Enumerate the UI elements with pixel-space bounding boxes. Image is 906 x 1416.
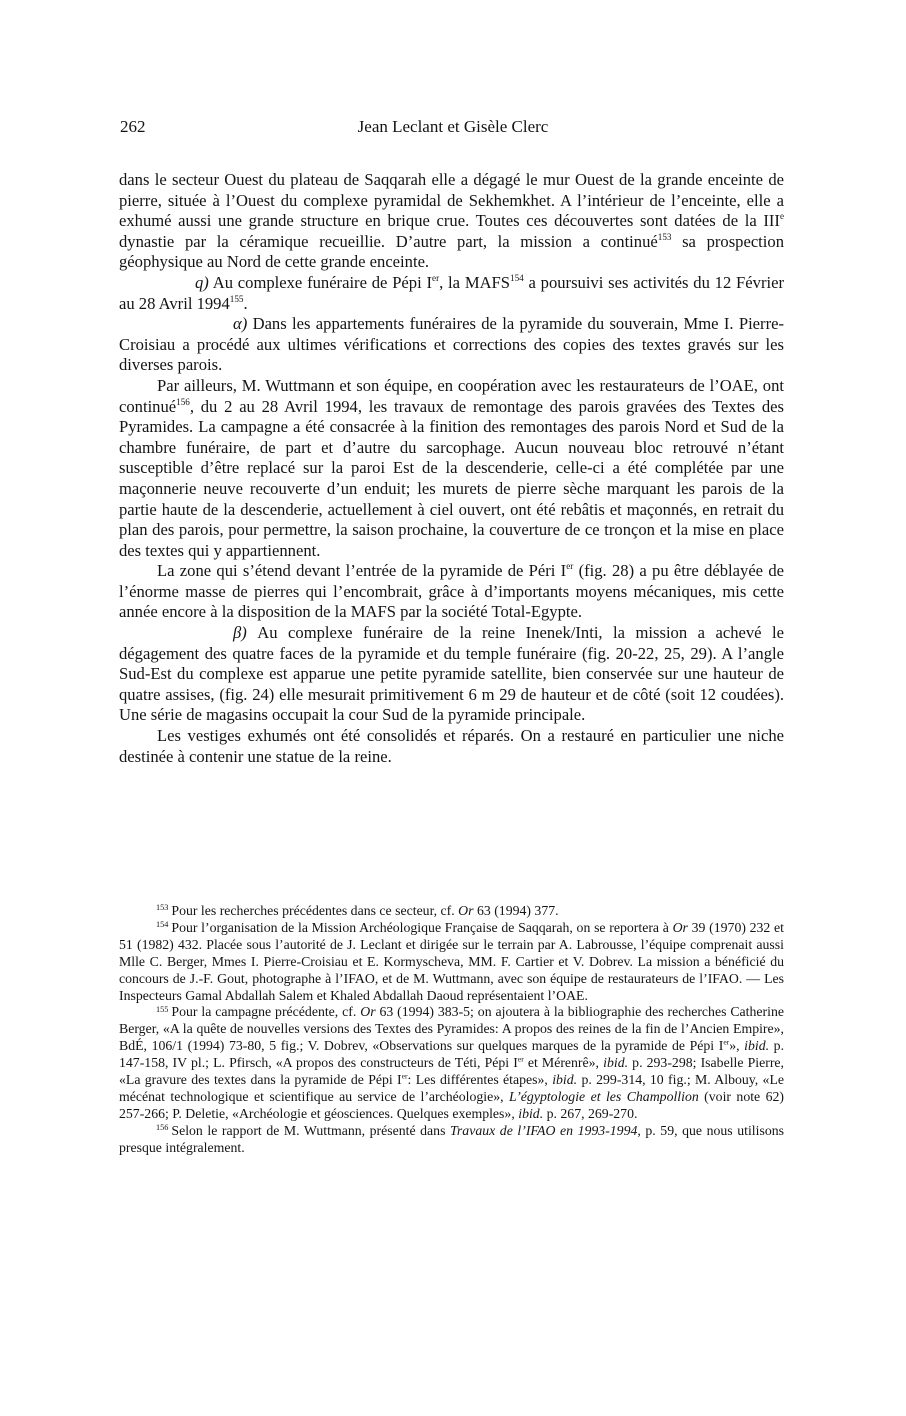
superscript: er	[517, 1054, 524, 1064]
text-span: Les vestiges exhumés ont été consolidés et réparés. On a restauré en particulier une niche destinée à contenir une statue de la reine.	[119, 726, 784, 766]
paragraph-3	[119, 314, 784, 376]
superscript: er	[432, 273, 440, 284]
italic-text: Or	[672, 919, 688, 935]
italic-text: ibid.	[744, 1038, 770, 1054]
text-span: p. 267, 269-270.	[543, 1105, 638, 1121]
footnote-ref-154[interactable]: 154	[510, 273, 524, 284]
body-text	[119, 170, 784, 767]
text-span: , du 2 au 28 Avril 1994, les travaux de remontage des parois gravées des Textes des Pyramides. La campagne a été consacrée à la finition des remontages des parois Nord et Sud de la chambre funéraire, de part et d’autre du sarcophage. Aucun nouveau bloc retrouvé n’étant susceptible d’être replacé sur la paroi Est de la descenderie, celle-ci a été complétée par une maçonnerie neuve recouverte d’un enduit; les murets de pierre sèche marquant les parois de la partie haute de la descenderie, actuellement à ciel ouvert, ont été rebâtis et maçonnés, en retrait du plan des parois, pour permettre, la saison prochaine, la couverture de ce tronçon et la mise en place des textes qui y appartiennent.	[119, 396, 784, 560]
superscript: er	[723, 1037, 730, 1047]
section-label: α)	[233, 314, 248, 334]
section-label: β)	[233, 623, 247, 643]
text-span: p. 293-298; Isabelle Pierre, «La gravure des textes dans la pyramide de Pépi I	[119, 1055, 784, 1088]
footnote-ref-155[interactable]: 155	[229, 293, 244, 304]
italic-text: ibid.	[603, 1055, 629, 1071]
italic-text: Travaux de l’IFAO en 1993-1994	[450, 1122, 638, 1138]
text-span: , p. 59, que nous utilisons presque intégralement.	[119, 1122, 784, 1155]
text-span: p. 299-314, 10 fig.; M. Albouy, «Le mécénat technologique et scientifique au service de l’archéologie»,	[119, 1072, 784, 1104]
text-span: .	[243, 293, 248, 313]
text-span: Au complexe funéraire de la reine Inenek/Inti, la mission a achevé le dégagement des quatre faces de la pyramide et du temple funéraire (fig. 20-22, 25, 29). A l’angle Sud-Est du complexe est apparue une petite pyramide satellite, bien conservée sur une hauteur de quatre assises, (fig. 24) elle mesurait primitivement 6 m 29 de hauteur et de côté (soit 12 coudées). Une série de magasins occupait la cour Sud de la pyramide principale.	[119, 623, 784, 725]
footnote-number: 155	[156, 1004, 169, 1014]
text-span: 63 (1994) 383-5; on ajoutera à la bibliographie des recherches Catherine Berger, «A la quête de nouvelles versions des Textes des Pyramides: A propos des reines de la fin de l’Ancien Empire», BdÉ, 106/1 (1994) 73-80, 5 fig.; V. Dobrev, «Observations sur quelques marques de la pyramide de Pépi I	[119, 1004, 784, 1054]
running-title: Jean Leclant et Gisèle Clerc	[357, 117, 549, 136]
text-span: (voir note 62) 257-266; P. Deletie, «Archéologie et géosciences. Quelques exemples»,	[119, 1088, 784, 1121]
footnote-number: 156	[156, 1123, 169, 1133]
text-span: p. 147-158, IV pl.; L. Pfirsch, «A propos des constructeurs de Téti, Pépi I	[119, 1038, 785, 1071]
superscript: er	[566, 561, 574, 572]
footnotes	[119, 903, 784, 1157]
paragraph-1	[119, 170, 784, 273]
text-span: Dans les appartements funéraires de la pyramide du souverain, Mme I. Pierre-Croisiau a procédé aux ultimes vérifications et corrections des copies des textes gravés sur les diverses parois.	[119, 314, 784, 375]
footnote-156	[119, 1123, 784, 1157]
superscript: e	[779, 211, 784, 222]
text-span: , la MAFS	[439, 272, 511, 292]
footnote-154	[119, 920, 784, 1005]
text-span: 39 (1970) 232 et 51 (1982) 432. Placée sous l’autorité de J. Leclant et dirigée sur le terrain par A. Labrousse, l’équipe comprenait aussi Mlle C. Berger, Mmes I. Pierre-Croisiau et E. Kormyscheva, MM. F. Cartier et V. Dobrev. La mission a bénéficié du concours de J.-F. Gout, photographe à l’IFAO, et de M. Wuttmann, avec son équipe de restaurateurs de l’IFAO. — Les Inspecteurs Gamal Abdallah Salem et Khaled Abdallah Daoud représentaient l’OAE.	[119, 919, 784, 1003]
section-label: q)	[195, 272, 209, 292]
footnote-number: 154	[156, 920, 169, 930]
italic-text: ibid.	[518, 1105, 544, 1121]
paragraph-7	[119, 726, 784, 767]
page-number: 262	[120, 117, 146, 136]
paragraph-6	[119, 623, 784, 726]
paragraph-5	[119, 561, 784, 623]
text-span: : Les différentes étapes»,	[407, 1072, 553, 1088]
text-span: a poursuivi ses activités du 12 Février au 28 Avril 1994	[119, 272, 784, 313]
italic-text: ibid.	[552, 1072, 578, 1088]
text-span: La zone qui s’étend devant l’entrée de la pyramide de Péri I	[157, 561, 567, 581]
superscript: er	[401, 1071, 408, 1081]
text-span: dans le secteur Ouest du plateau de Saqqarah elle a dégagé le mur Ouest de la grande enceinte de pierre, située à l’Ouest du complexe pyramidal de Sekhemkhet. A l’intérieur de l’enceinte, elle a exhumé aussi une grande structure en brique crue. Toutes ces découvertes sont datées de la III	[119, 170, 784, 231]
text-span: Pour les recherches précédentes dans ce secteur, cf.	[171, 903, 459, 918]
text-span: Pour l’organisation de la Mission Archéologique Française de Saqqarah, on se reportera à	[171, 919, 673, 935]
italic-text: Or	[458, 903, 474, 918]
text-span: Pour la campagne précédente, cf.	[171, 1004, 361, 1020]
footnote-155	[119, 1004, 784, 1122]
footnote-ref-153[interactable]: 153	[657, 231, 672, 242]
text-span: »,	[729, 1038, 745, 1054]
footnote-ref-156[interactable]: 156	[176, 396, 190, 407]
paragraph-2	[119, 273, 784, 314]
footnote-153	[119, 903, 784, 920]
text-span: dynastie par la céramique recueillie. D’autre part, la mission a continué	[119, 231, 658, 251]
italic-text: Or	[360, 1004, 376, 1020]
text-span: Par ailleurs, M. Wuttmann et son équipe, en coopération avec les restaurateurs de l’OAE, ont continué	[119, 375, 784, 416]
text-span: 63 (1994) 377.	[473, 903, 559, 918]
text-span: et Mérenrê»,	[523, 1055, 604, 1071]
text-span: sa prospection géophysique au Nord de cette grande enceinte.	[119, 231, 784, 272]
footnote-number: 153	[156, 903, 169, 913]
text-span: Selon le rapport de M. Wuttmann, présenté dans	[171, 1122, 451, 1138]
text-span: (fig. 28) a pu être déblayée de l’énorme masse de pierres qui l’encombrait, grâce à d’importants moyens mécaniques, mis cette année encore à la disposition de la MAFS par la société Total-Egypte.	[119, 561, 784, 622]
italic-text: L’égyptologie et les Champollion	[509, 1088, 699, 1104]
paragraph-4	[119, 376, 784, 561]
text-span: Au complexe funéraire de Pépi I	[208, 272, 433, 292]
